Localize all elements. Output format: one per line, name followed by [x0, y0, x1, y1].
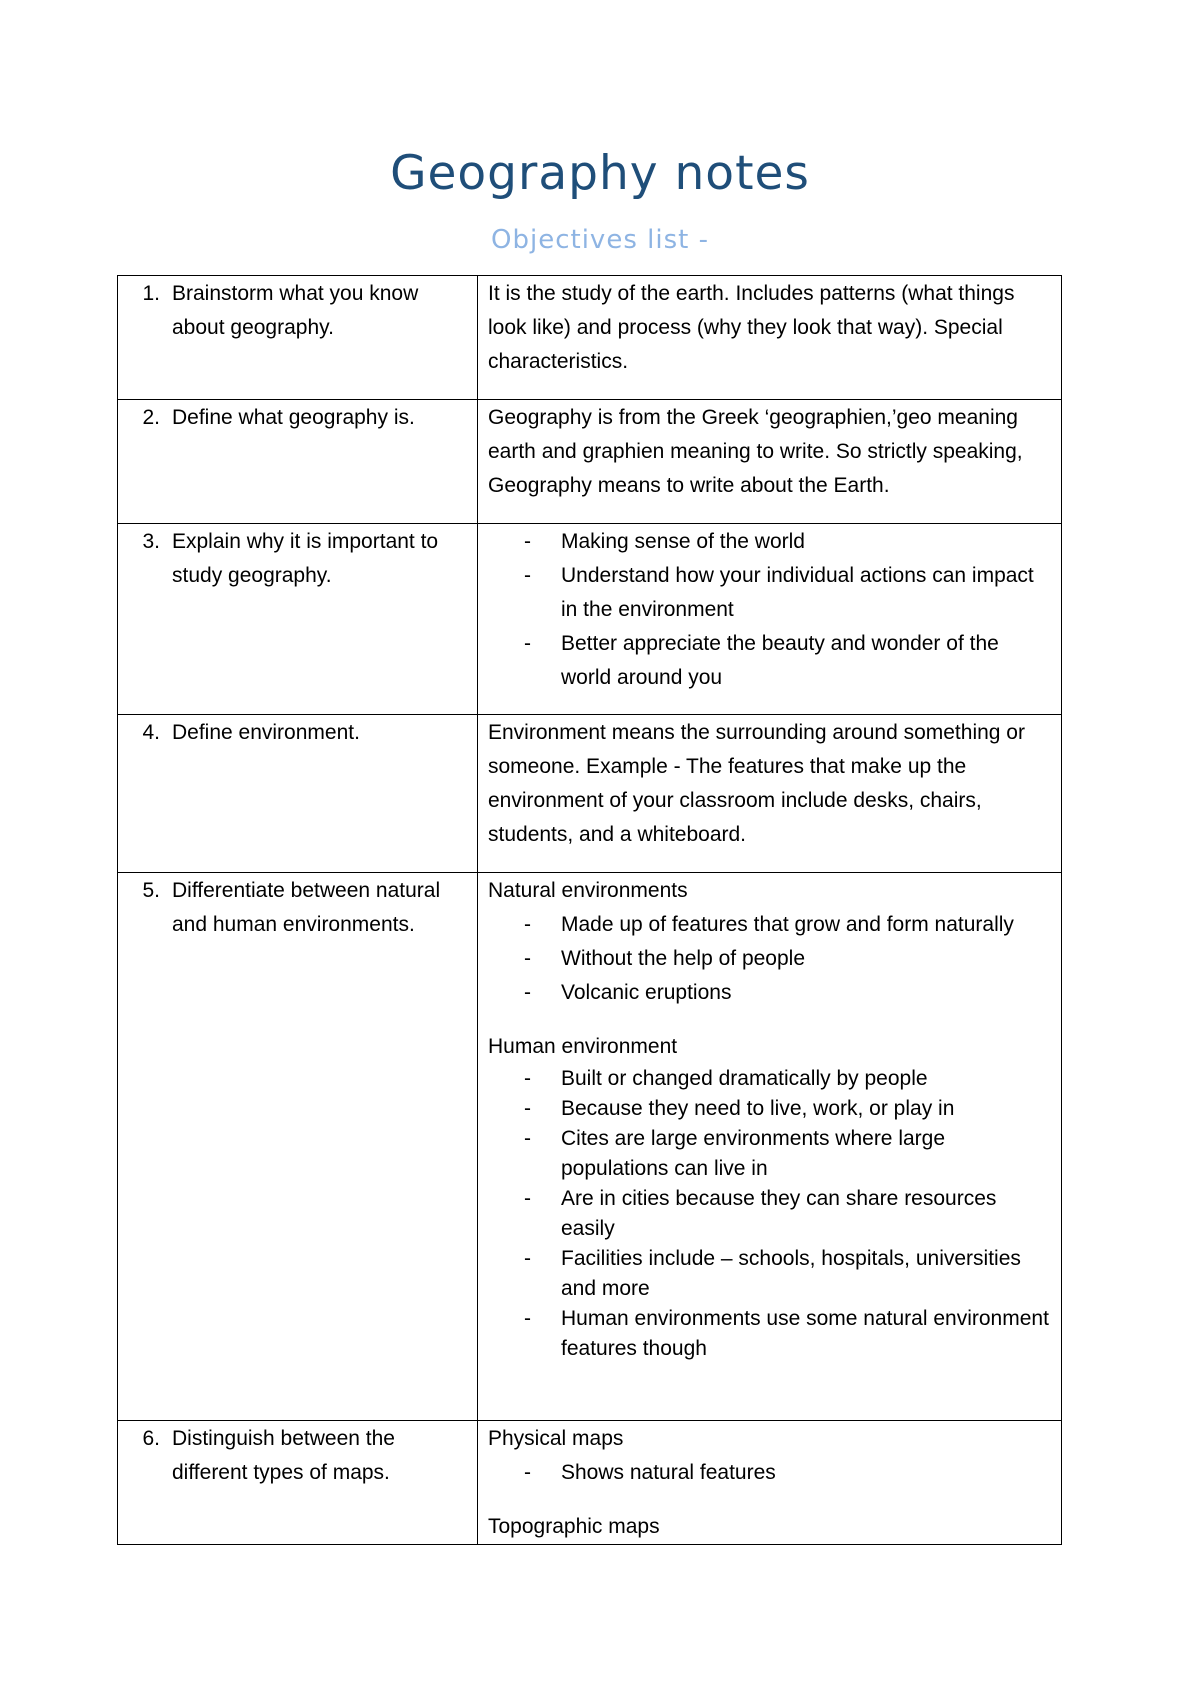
table-row [118, 715, 1062, 873]
list-item: - Made up of features that grow and form naturally [524, 908, 1051, 942]
bullet-marker: - [524, 1097, 531, 1120]
answer-text: Geography is from the Greek ‘geographien,’geo meaning earth and graphien meaning to write. So strictly speaking, Geography means to write about the Earth. [488, 406, 1023, 497]
table-row [118, 524, 1062, 715]
objective-text: Define what geography is. [172, 406, 415, 429]
objective-text: Differentiate between natural and human environments. [172, 879, 441, 936]
bullet-marker: - [524, 632, 531, 655]
topographic-heading: Topographic maps [488, 1515, 660, 1538]
table-row [118, 873, 1062, 1421]
bullet-list [488, 1064, 1051, 1364]
answer-cell [478, 400, 1062, 524]
list-item: - Understand how your individual actions can impact in the environment [524, 559, 1051, 627]
answer-cell [478, 1421, 1062, 1545]
objective-text: Define environment. [172, 721, 360, 744]
natural-heading: Natural environments [488, 879, 688, 902]
table-row [118, 276, 1062, 400]
objective-number: 1. [142, 282, 160, 305]
objective-text: Explain why it is important to study geography. [172, 530, 439, 587]
table-row [118, 1421, 1062, 1545]
table-row [118, 400, 1062, 524]
bullet-marker: - [524, 1067, 531, 1090]
bullet-list [488, 1456, 1051, 1490]
list-item: - Volcanic eruptions [524, 976, 1051, 1010]
objective-cell [118, 873, 478, 1421]
objective-number: 6. [142, 1427, 160, 1450]
list-item: - Making sense of the world [524, 525, 1051, 559]
bullet-marker: - [524, 530, 531, 553]
objectives-table [117, 275, 1062, 1545]
physical-heading: Physical maps [488, 1427, 624, 1450]
bullet-marker: - [524, 1307, 531, 1330]
bullet-list [488, 525, 1051, 695]
answer-text: Environment means the surrounding around something or someone. Example - The features that make up the environment of your classroom include desks, chairs, students, and a whiteboard. [488, 721, 1025, 846]
page-title: Geography notes [390, 146, 810, 201]
bullet-marker: - [524, 947, 531, 970]
answer-cell [478, 276, 1062, 400]
list-item: - Shows natural features [524, 1456, 1051, 1490]
bullet-marker: - [524, 1247, 531, 1270]
objective-text: Distinguish between the different types of maps. [172, 1427, 395, 1484]
objective-cell [118, 1421, 478, 1545]
page-subtitle: Objectives list - [491, 225, 709, 255]
list-item: - Facilities include – schools, hospitals, universities and more [524, 1244, 1051, 1304]
objective-cell [118, 400, 478, 524]
list-item: - Because they need to live, work, or play in [524, 1094, 1051, 1124]
list-item: - Built or changed dramatically by people [524, 1064, 1051, 1094]
bullet-list [488, 908, 1051, 1010]
list-item: - Cites are large environments where large populations can live in [524, 1124, 1051, 1184]
human-heading: Human environment [488, 1035, 678, 1058]
answer-cell [478, 873, 1062, 1421]
objective-number: 5. [142, 879, 160, 902]
bullet-marker: - [524, 913, 531, 936]
answer-text: It is the study of the earth. Includes patterns (what things look like) and process (why they look that way). Special characteristics. [488, 282, 1015, 373]
list-item: - Human environments use some natural environment features though [524, 1304, 1051, 1364]
answer-cell [478, 715, 1062, 873]
bullet-marker: - [524, 1187, 531, 1210]
objective-cell [118, 715, 478, 873]
objective-cell [118, 524, 478, 715]
objective-number: 2. [142, 406, 160, 429]
answer-cell [478, 524, 1062, 715]
bullet-marker: - [524, 981, 531, 1004]
objective-number: 4. [142, 721, 160, 744]
list-item: - Without the help of people [524, 942, 1051, 976]
list-item: - Better appreciate the beauty and wonder of the world around you [524, 627, 1051, 695]
bullet-marker: - [524, 1127, 531, 1150]
objective-text: Brainstorm what you know about geography. [172, 282, 419, 339]
objective-cell [118, 276, 478, 400]
objective-number: 3. [142, 530, 160, 553]
bullet-marker: - [524, 564, 531, 587]
bullet-marker: - [524, 1461, 531, 1484]
list-item: - Are in cities because they can share resources easily [524, 1184, 1051, 1244]
